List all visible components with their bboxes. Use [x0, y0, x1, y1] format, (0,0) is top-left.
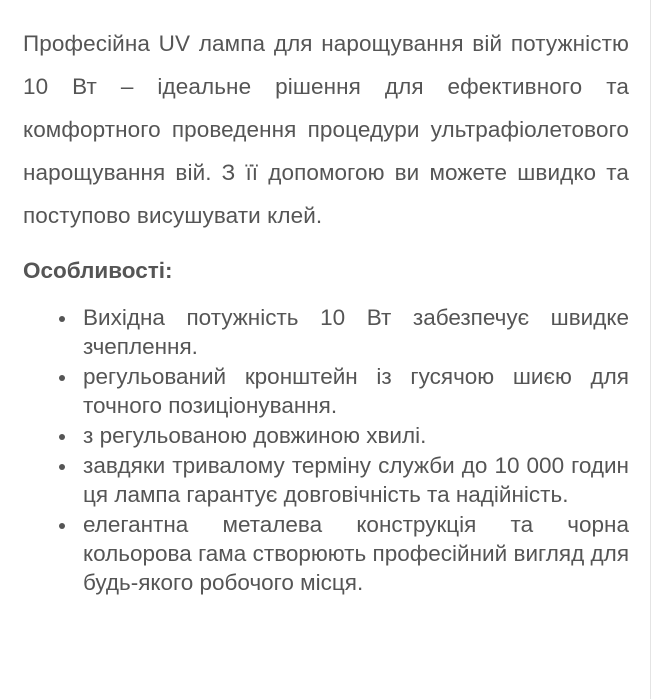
feature-item: [83, 303, 629, 361]
right-border: [650, 0, 651, 699]
feature-text: регульований кронштейн із гусячою шиєю для точного позиціонування.: [83, 364, 629, 418]
feature-item: [83, 451, 629, 509]
bullet-icon: [59, 375, 65, 381]
bullet-icon: [59, 434, 65, 440]
feature-item: [83, 421, 629, 450]
bullet-icon: [59, 464, 65, 470]
features-heading: Особливості:: [23, 258, 173, 283]
intro-paragraph: Професійна UV лампа для нарощування вій потужністю 10 Вт – ідеальне рішення для ефективного та комфортного проведення процедури ультрафіолетового нарощування вій. З її допомогою ви можете швидко та поступово висушувати клей.: [23, 31, 629, 228]
bullet-icon: [59, 316, 65, 322]
feature-text: Вихідна потужність 10 Вт забезпечує швидке зчеплення.: [83, 305, 629, 359]
feature-item: [83, 510, 629, 597]
feature-item: [83, 362, 629, 420]
feature-text: з регульованою довжиною хвилі.: [83, 423, 427, 448]
feature-text: завдяки тривалому терміну служби до 10 000 годин ця лампа гарантує довговічність та надійність.: [83, 453, 629, 507]
bullet-icon: [59, 523, 65, 529]
product-description: [23, 22, 629, 598]
feature-text: елегантна металева конструкція та чорна кольорова гама створюють професійний вигляд для будь-якого робочого місця.: [83, 512, 629, 595]
features-list: [23, 303, 629, 597]
